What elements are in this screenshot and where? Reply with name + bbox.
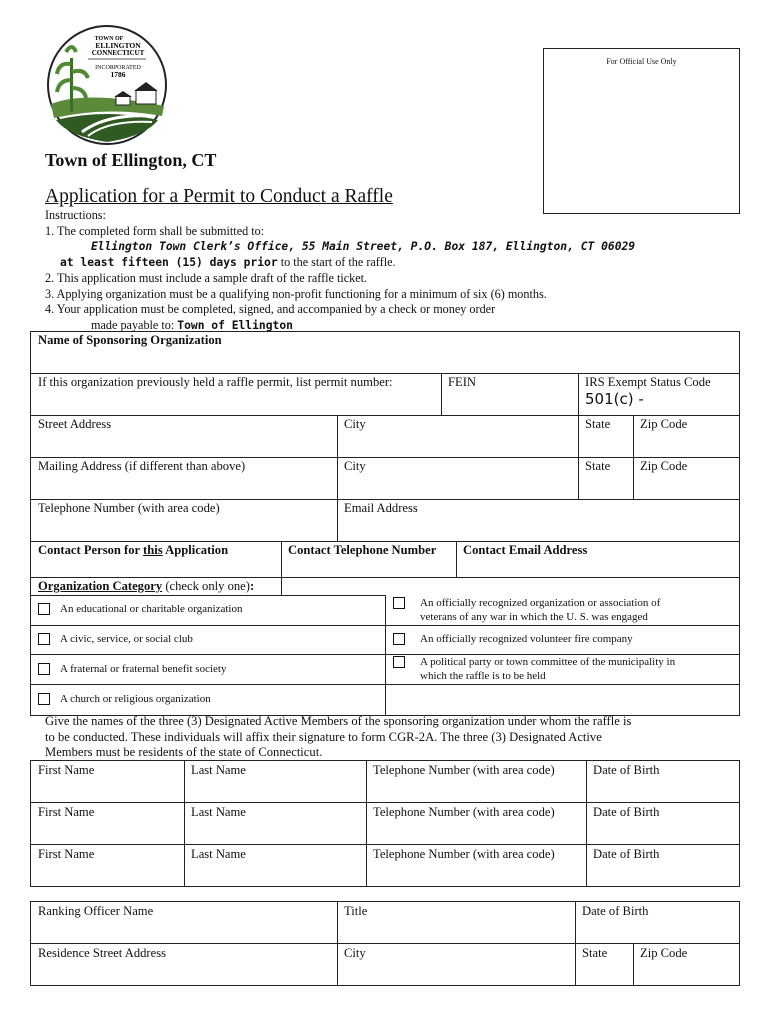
form-title: Application for a Permit to Conduct a Raffle (45, 186, 393, 207)
contact-person-label (31, 541, 235, 560)
deadline-rest: to the start of the raffle. (277, 255, 396, 270)
category-heading-bold: Organization Category (38, 579, 163, 593)
clerk-address: Ellington Town Clerk’s Office, 55 Main Street, P.O. Box 187, Ellington, CT 06029 (91, 240, 636, 254)
category-heading (31, 577, 261, 596)
member-1-last-name: Last Name (191, 763, 246, 777)
member-1-phone: Telephone Number (with area code) (373, 763, 555, 777)
checkbox-icon[interactable] (393, 597, 405, 609)
member-2-phone: Telephone Number (with area code) (373, 805, 555, 819)
category-political-label-2: which the raffle is to be held (420, 670, 546, 682)
mailing-zip-label: Zip Code (640, 459, 688, 473)
instruction-4: 4. Your application must be completed, signed, and accompanied by a check or money order (45, 302, 496, 317)
instruction-3: 3. Applying organization must be a qualifying non-profit functioning for a minimum of six (6) months. (45, 286, 547, 301)
contact-email-label: Contact Email Address (463, 543, 588, 557)
officer-dob-label: Date of Birth (582, 904, 649, 918)
checkbox-icon[interactable] (38, 663, 50, 675)
previous-permit-label: If this organization previously held a raffle permit, list permit number: (38, 375, 393, 389)
category-veterans-label-1: An officially recognized organization or association of (420, 597, 661, 609)
irs-status-value[interactable]: 501(c) - (585, 390, 644, 408)
mailing-address-label: Mailing Address (if different than above) (38, 459, 246, 473)
irs-status-label: IRS Exempt Status Code (585, 375, 711, 389)
members-note (45, 714, 631, 761)
officer-title-label: Title (344, 904, 368, 918)
category-heading-colon: : (249, 579, 255, 593)
officer-city-label: City (344, 946, 366, 960)
category-civic[interactable] (38, 632, 193, 646)
category-church-label: A church or religious organization (60, 693, 211, 705)
fein-label: FEIN (448, 375, 476, 389)
contact-suffix: Application (162, 543, 229, 557)
mailing-state-label: State (585, 459, 611, 473)
telephone-label: Telephone Number (with area code) (38, 501, 220, 515)
officer-residence-label: Residence Street Address (38, 946, 167, 960)
state-label: State (585, 417, 611, 431)
category-fire-company[interactable] (393, 632, 633, 646)
seal-text-town-of: TOWN OF (94, 36, 124, 42)
category-church[interactable] (38, 692, 211, 706)
category-educational-label: An educational or charitable organization (60, 603, 243, 615)
officer-name-label: Ranking Officer Name (38, 904, 154, 918)
officer-state-label: State (582, 946, 608, 960)
category-veterans[interactable] (393, 596, 660, 624)
official-use-label: For Official Use Only (606, 57, 677, 66)
contact-this: this (143, 543, 163, 557)
member-3-first-name: First Name (38, 847, 95, 861)
zip-label: Zip Code (640, 417, 688, 431)
member-3-last-name: Last Name (191, 847, 246, 861)
city-label: City (344, 417, 366, 431)
seal-text-incorporated: INCORPORATED (95, 65, 141, 71)
instructions-heading: Instructions: (45, 208, 106, 222)
category-political-label-1: A political party or town committee of the municipality in (420, 656, 676, 668)
deadline-emphasis: at least fifteen (15) days prior (60, 256, 278, 270)
category-political[interactable] (393, 655, 675, 683)
checkbox-icon[interactable] (38, 633, 50, 645)
checkbox-icon[interactable] (393, 633, 405, 645)
members-note-line-3: Members must be residents of the state of Connecticut. (45, 745, 323, 760)
payee-name: Town of Ellington (177, 318, 293, 332)
category-fraternal[interactable] (38, 662, 226, 676)
payee-prefix: made payable to: (91, 317, 178, 332)
checkbox-icon[interactable] (38, 603, 50, 615)
checkbox-icon[interactable] (38, 693, 50, 705)
sponsoring-org-field[interactable] (31, 331, 739, 373)
seal-text-year: 1786 (110, 70, 126, 79)
category-heading-rest: (check only one) (162, 579, 250, 593)
seal-text-ellington: ELLINGTON (95, 41, 141, 50)
officer-zip-label: Zip Code (640, 946, 688, 960)
member-2-last-name: Last Name (191, 805, 246, 819)
category-fire-company-label: An officially recognized volunteer fire company (420, 633, 633, 645)
sponsoring-org-label: Name of Sponsoring Organization (38, 333, 222, 347)
category-veterans-label-2: veterans of any war in which the U. S. was engaged (420, 611, 648, 623)
instruction-1: 1. The completed form shall be submitted to: (45, 223, 265, 238)
member-1-first-name: First Name (38, 763, 95, 777)
member-2-first-name: First Name (38, 805, 95, 819)
category-civic-label: A civic, service, or social club (60, 633, 193, 645)
town-heading: Town of Ellington, CT (45, 150, 217, 170)
category-educational[interactable] (38, 602, 242, 616)
street-address-label: Street Address (38, 417, 112, 431)
mailing-city-label: City (344, 459, 366, 473)
contact-phone-label: Contact Telephone Number (288, 543, 437, 557)
member-2-dob: Date of Birth (593, 805, 660, 819)
member-3-dob: Date of Birth (593, 847, 660, 861)
members-note-line-1: Give the names of the three (3) Designated Active Members of the sponsoring organization under whom the raffle is (45, 714, 632, 728)
checkbox-icon[interactable] (393, 656, 405, 668)
contact-prefix: Contact Person for (38, 543, 144, 557)
member-1-dob: Date of Birth (593, 763, 660, 777)
members-note-line-2: to be conducted. These individuals will affix their signature to form CGR-2A. The three (3) Designated Active (45, 729, 602, 744)
seal-text-connecticut: CONNECTICUT (91, 49, 145, 57)
category-fraternal-label: A fraternal or fraternal benefit society (60, 663, 227, 675)
email-label: Email Address (344, 501, 418, 515)
member-3-phone: Telephone Number (with area code) (373, 847, 555, 861)
instruction-2: 2. This application must include a sample draft of the raffle ticket. (45, 270, 368, 285)
